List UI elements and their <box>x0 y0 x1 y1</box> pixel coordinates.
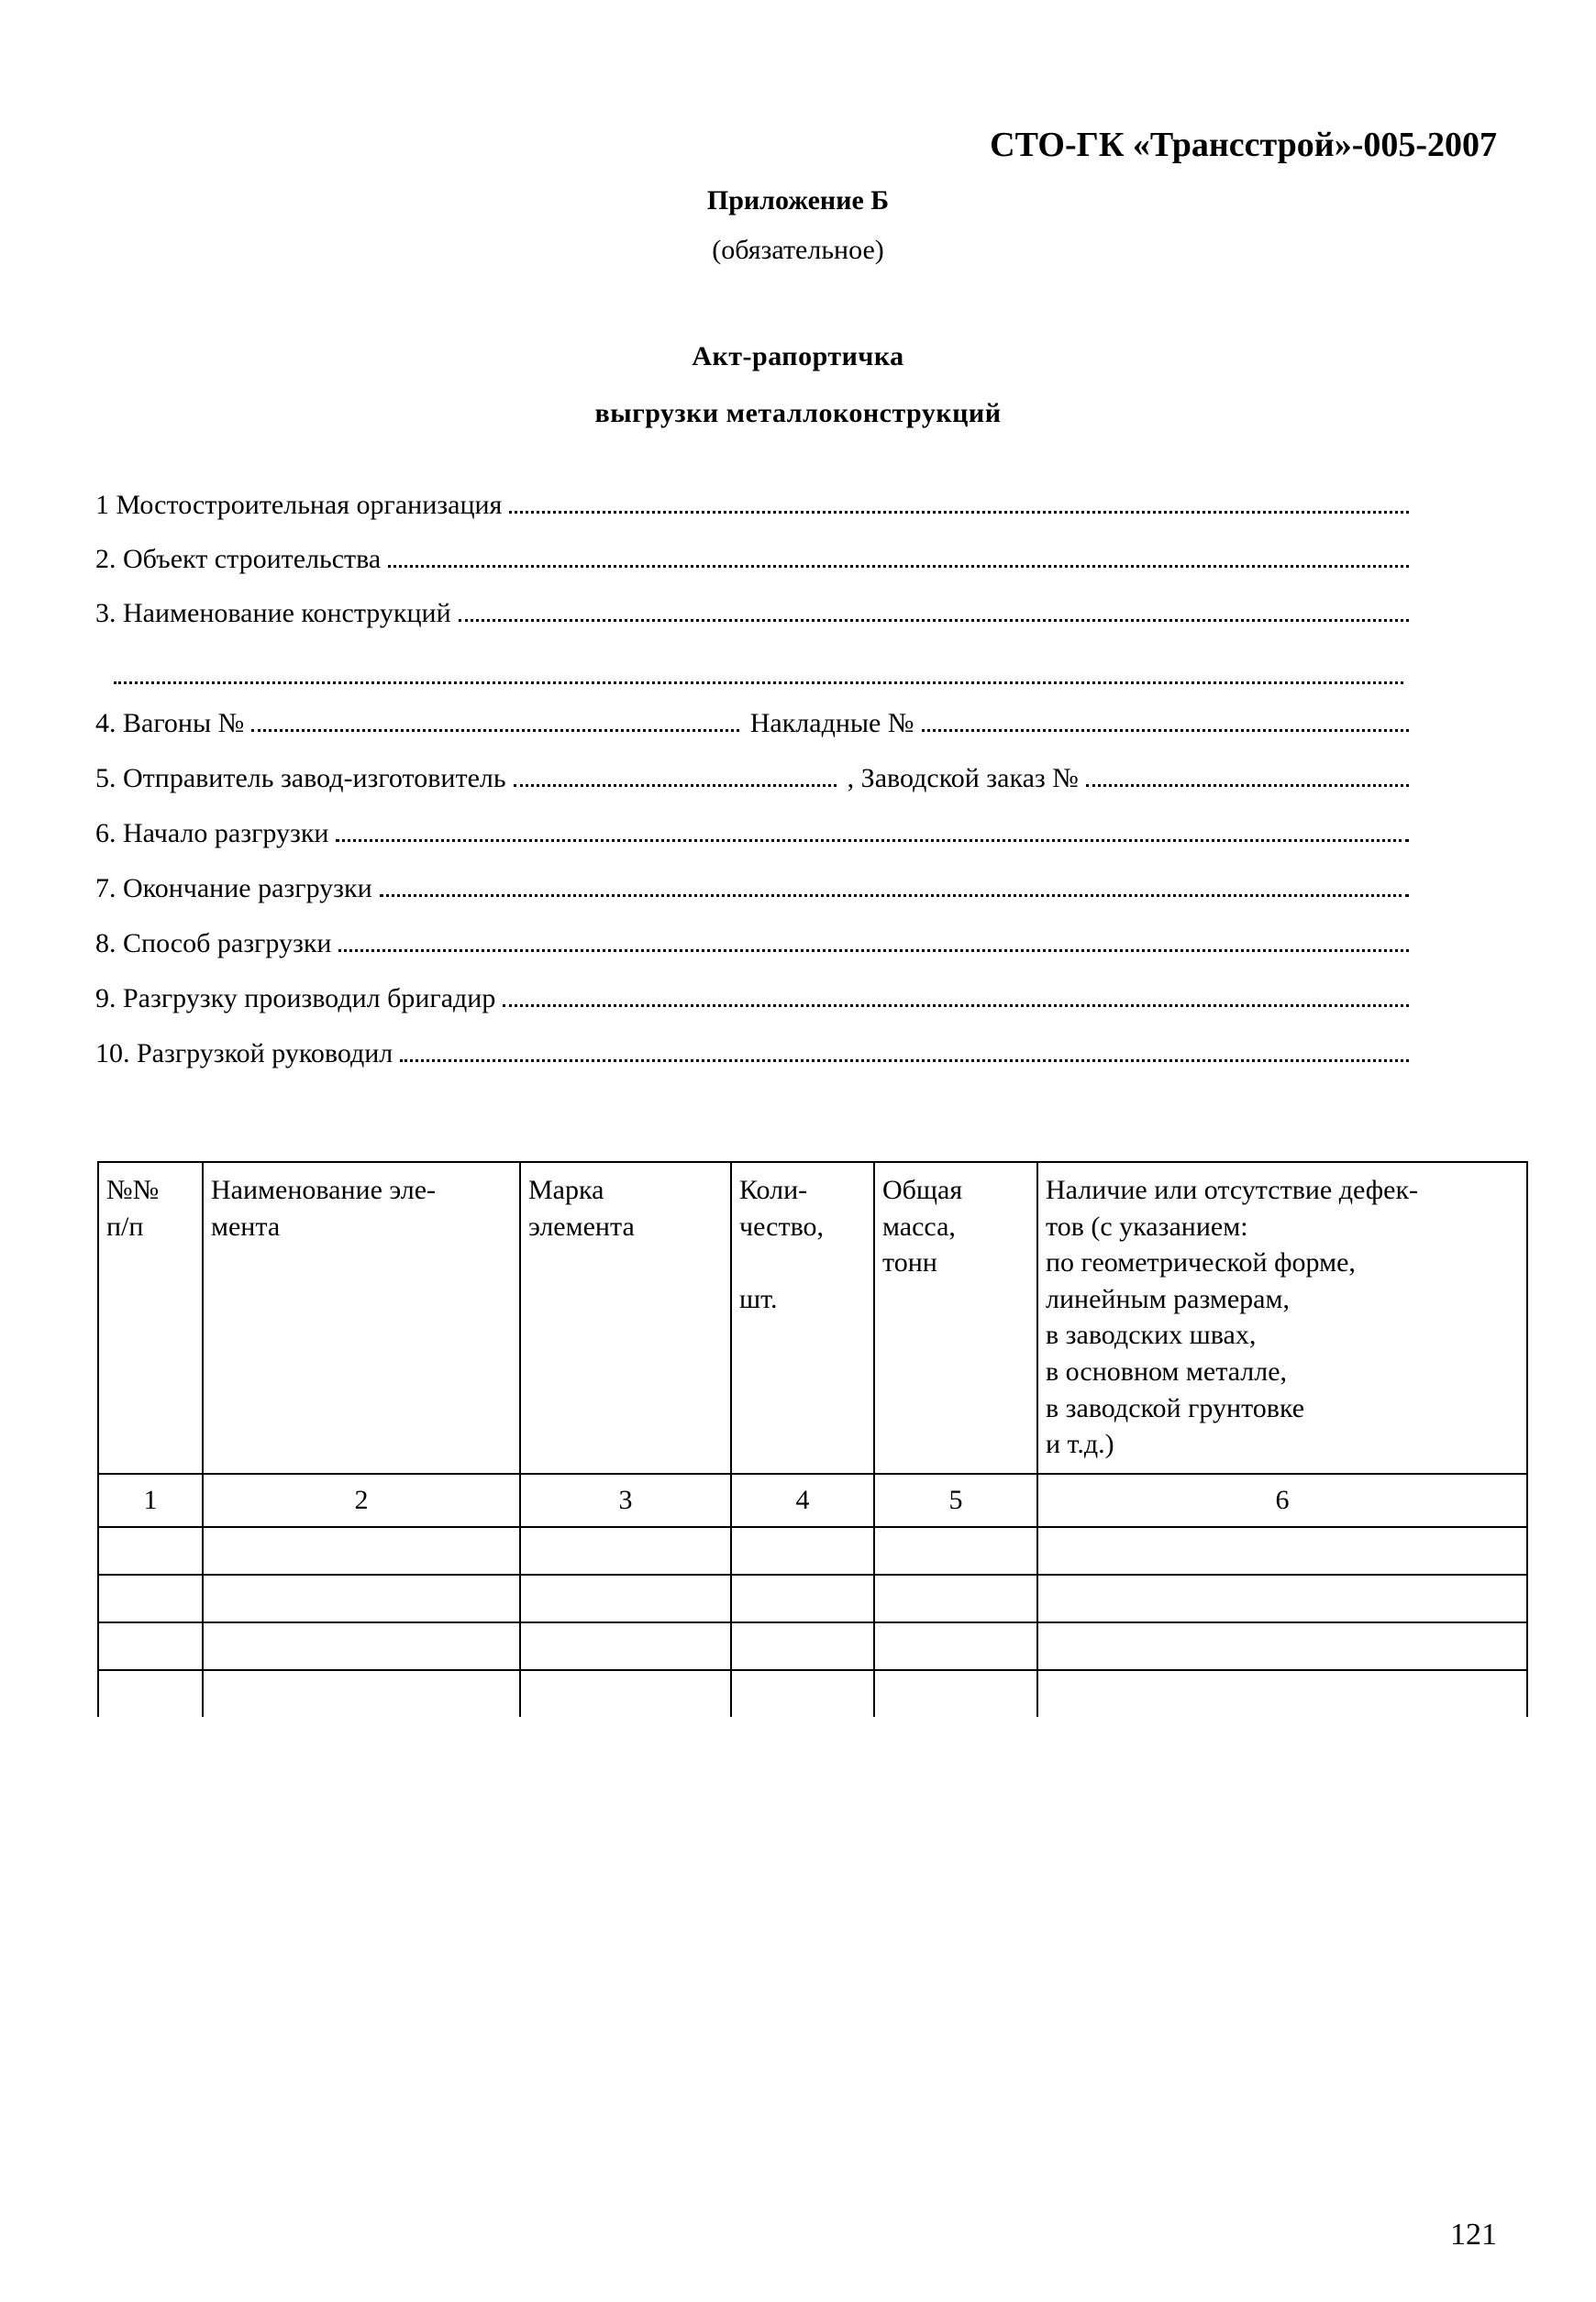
fill-line[interactable] <box>922 728 1410 732</box>
field-unloading-end[interactable] <box>95 873 1414 910</box>
field-label: 7. Окончание разгрузки <box>95 873 372 903</box>
field-wagons-waybills[interactable] <box>95 708 1414 745</box>
field-construction-object[interactable] <box>95 544 1414 581</box>
field-label: 1 Мостостроительная организация <box>95 490 503 520</box>
column-header-element-name: Наименование эле- мента <box>203 1162 520 1474</box>
column-number: 1 <box>98 1474 203 1527</box>
table-row[interactable] <box>98 1622 1527 1670</box>
table-cell[interactable] <box>203 1527 520 1575</box>
table-cell[interactable] <box>98 1527 203 1575</box>
table-cell[interactable] <box>1037 1622 1527 1670</box>
column-header-element-mark: Марка элемента <box>520 1162 731 1474</box>
column-header-quantity: Коли- чество, шт. <box>731 1162 874 1474</box>
fill-line[interactable] <box>388 564 1409 568</box>
column-number: 2 <box>203 1474 520 1527</box>
column-number: 3 <box>520 1474 731 1527</box>
table-row[interactable] <box>98 1575 1527 1622</box>
appendix-status: (обязательное) <box>712 235 884 265</box>
column-number: 6 <box>1037 1474 1527 1527</box>
table-cell[interactable] <box>731 1670 874 1717</box>
document-number: СТО-ГК «Трансстрой»-005-2007 <box>990 126 1497 164</box>
field-foreman[interactable] <box>95 983 1414 1020</box>
table-cell[interactable] <box>98 1622 203 1670</box>
act-subtitle: выгрузки металлоконструкций <box>594 398 1002 428</box>
field-organization[interactable] <box>95 490 1414 526</box>
table-cell[interactable] <box>731 1575 874 1622</box>
table-cell[interactable] <box>520 1527 731 1575</box>
unloading-table <box>97 1161 1528 1717</box>
fill-line[interactable] <box>1086 783 1409 787</box>
table-cell[interactable] <box>520 1670 731 1717</box>
field-unloading-start[interactable] <box>95 818 1414 855</box>
table-cell[interactable] <box>731 1527 874 1575</box>
fill-line[interactable] <box>514 783 837 787</box>
table-cell[interactable] <box>874 1527 1037 1575</box>
table-cell[interactable] <box>203 1670 520 1717</box>
table-cell[interactable] <box>731 1622 874 1670</box>
field-label: 8. Способ разгрузки <box>95 928 332 958</box>
field-label-secondary: Накладные № <box>749 708 914 738</box>
table-cell[interactable] <box>1037 1527 1527 1575</box>
table-cell[interactable] <box>874 1575 1037 1622</box>
table-cell[interactable] <box>520 1622 731 1670</box>
field-label: 2. Объект строительства <box>95 544 382 574</box>
act-title: Акт-рапортичка <box>692 341 904 371</box>
table-cell[interactable] <box>203 1622 520 1670</box>
fill-line[interactable] <box>503 1003 1409 1007</box>
table-cell[interactable] <box>874 1622 1037 1670</box>
field-label: 3. Наименование конструкций <box>95 598 451 628</box>
field-label: 6. Начало разгрузки <box>95 818 329 848</box>
table-row[interactable] <box>98 1670 1527 1717</box>
table-cell[interactable] <box>98 1575 203 1622</box>
column-header-number: №№ п/п <box>98 1162 203 1474</box>
page-number: 121 <box>1450 2218 1497 2252</box>
column-header-defects: Наличие или отсутствие дефек- тов (с указанием: по геометрической форме, линейным размерам, в заводских швах, в основном металле, в заводской грунтовке и т.д.) <box>1037 1162 1527 1474</box>
fill-line[interactable] <box>380 893 1409 897</box>
column-header-total-mass: Общая масса, тонн <box>874 1162 1037 1474</box>
field-structures-name[interactable] <box>95 598 1414 635</box>
field-supervisor[interactable] <box>95 1038 1414 1075</box>
fill-line[interactable] <box>509 510 1409 514</box>
fill-line[interactable] <box>338 948 1409 952</box>
table-cell[interactable] <box>203 1575 520 1622</box>
column-number-row <box>98 1474 1527 1527</box>
table-cell[interactable] <box>874 1670 1037 1717</box>
table-cell[interactable] <box>1037 1670 1527 1717</box>
table-row[interactable] <box>98 1527 1527 1575</box>
fill-line[interactable] <box>459 618 1409 622</box>
table-cell[interactable] <box>98 1670 203 1717</box>
column-number: 4 <box>731 1474 874 1527</box>
table-cell[interactable] <box>1037 1575 1527 1622</box>
field-label: 4. Вагоны № <box>95 708 245 738</box>
field-label: 5. Отправитель завод-изготовитель <box>95 763 506 793</box>
appendix-heading: Приложение Б <box>706 185 890 216</box>
column-number: 5 <box>874 1474 1037 1527</box>
fill-line[interactable] <box>336 838 1409 842</box>
field-label: 9. Разгрузку производил бригадир <box>95 983 496 1013</box>
field-sender-order[interactable] <box>95 763 1414 800</box>
table-cell[interactable] <box>520 1575 731 1622</box>
fill-line-continuation[interactable] <box>114 681 1403 684</box>
fill-line[interactable] <box>251 728 739 732</box>
field-unloading-method[interactable] <box>95 928 1414 965</box>
table-header-row <box>98 1162 1527 1474</box>
fill-line[interactable] <box>400 1058 1409 1062</box>
field-label: 10. Разгрузкой руководил <box>95 1038 393 1068</box>
field-label-secondary: , Заводской заказ № <box>847 763 1079 793</box>
